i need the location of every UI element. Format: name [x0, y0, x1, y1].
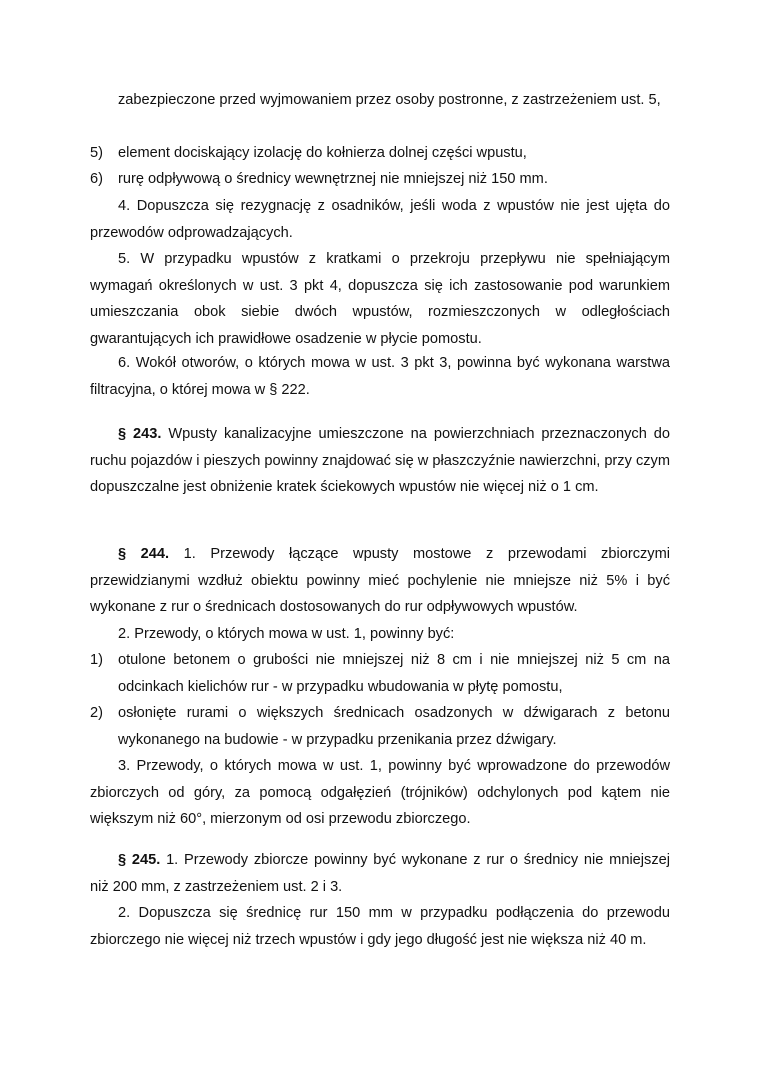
- paragraph-text: 1. Przewody zbiorcze powinny być wykonane z rur o średnicy nie mniejszej niż 200 mm, z zastrzeżeniem ust. 2 i 3.: [90, 852, 670, 895]
- list-number: 5): [90, 145, 103, 161]
- paragraph-text: Wpusty kanalizacyjne umieszczone na powierzchniach przeznaczonych do ruchu pojazdów i pieszych powinny znajdować się w płaszczyźnie nawierzchni, przy czym dopuszczalne jest obniżenie kratek ściekowych wpustów nie więcej niż o 1 cm.: [90, 426, 671, 496]
- paragraph-ust-6: [90, 350, 670, 403]
- list-item-2: [90, 700, 670, 753]
- list-item-1: [90, 647, 670, 700]
- paragraph-text: 5. W przypadku wpustów z kratkami o przekroju przepływu nie spełniającym wymagań określonych w ust. 3 pkt 4, dopuszcza się ich zastosowanie pod warunkiem umieszczania obok siebie dwóch wpustów, rozmieszczonych w odległościach gwarantujących ich prawidłowe osadzenie w płycie pomostu.: [90, 251, 670, 347]
- list-item-6: [90, 166, 670, 193]
- list-text: otulone betonem o grubości nie mniejszej niż 8 cm i nie mniejszej niż 5 cm na odcinkach kielichów rur - w przypadku wbudowania w płytę pomostu,: [118, 652, 670, 695]
- list-text: osłonięte rurami o większych średnicach osadzonych w dźwigarach z betonu wykonanego na budowie - w przypadku przenikania przez dźwigary.: [118, 705, 670, 748]
- paragraph-text: zabezpieczone przed wyjmowaniem przez osoby postronne, z zastrzeżeniem ust. 5,: [118, 92, 661, 108]
- list-text: element dociskający izolację do kołnierza dolnej części wpustu,: [118, 145, 527, 161]
- paragraph-text: 2. Przewody, o których mowa w ust. 1, powinny być:: [118, 626, 455, 642]
- list-number: 2): [90, 705, 103, 721]
- paragraph-ust-4: [90, 193, 670, 246]
- paragraph-ust-5: [90, 246, 670, 352]
- list-item-5: [90, 140, 670, 167]
- paragraph-text: 2. Dopuszcza się średnicę rur 150 mm w przypadku podłączenia do przewodu zbiorczego nie więcej niż trzech wpustów i gdy jego długość jest nie większa niż 40 m.: [90, 905, 670, 948]
- paragraph-text: 4. Dopuszcza się rezygnację z osadników, jeśli woda z wpustów nie jest ujęta do przewodów odprowadzających.: [90, 198, 670, 241]
- paragraph-245-ust-2: [90, 900, 670, 953]
- section-244: [90, 541, 670, 621]
- list-number: 6): [90, 171, 103, 187]
- paragraph-text: 6. Wokół otworów, o których mowa w ust. 3 pkt 3, powinna być wykonana warstwa filtracyjna, o której mowa w § 222.: [90, 355, 670, 398]
- paragraph-244-ust-2: [90, 621, 670, 648]
- section-number: § 243.: [118, 426, 162, 442]
- paragraph-244-ust-3: [90, 753, 670, 833]
- list-number: 1): [90, 652, 103, 668]
- list-text: rurę odpływową o średnicy wewnętrznej nie mniejszej niż 150 mm.: [118, 171, 548, 187]
- paragraph-text: 3. Przewody, o których mowa w ust. 1, powinny być wprowadzone do przewodów zbiorczych od góry, za pomocą odgałęzień (trójników) odchylonych pod kątem nie większym niż 60°, mierzonym od osi przewodu zbiorczego.: [90, 758, 670, 828]
- section-number: § 244.: [118, 546, 170, 562]
- section-number: § 245.: [118, 852, 161, 868]
- paragraph-text: 1. Przewody łączące wpusty mostowe z przewodami zbiorczymi przewidzianymi wzdłuż obiektu powinny mieć pochylenie nie mniejsze niż 5% i być wykonane z rur o średnicach dostosowanych do rur odpływowych wpustów.: [90, 546, 670, 616]
- list-continuation: [90, 87, 670, 114]
- section-245: [90, 847, 670, 900]
- section-243: [90, 421, 670, 501]
